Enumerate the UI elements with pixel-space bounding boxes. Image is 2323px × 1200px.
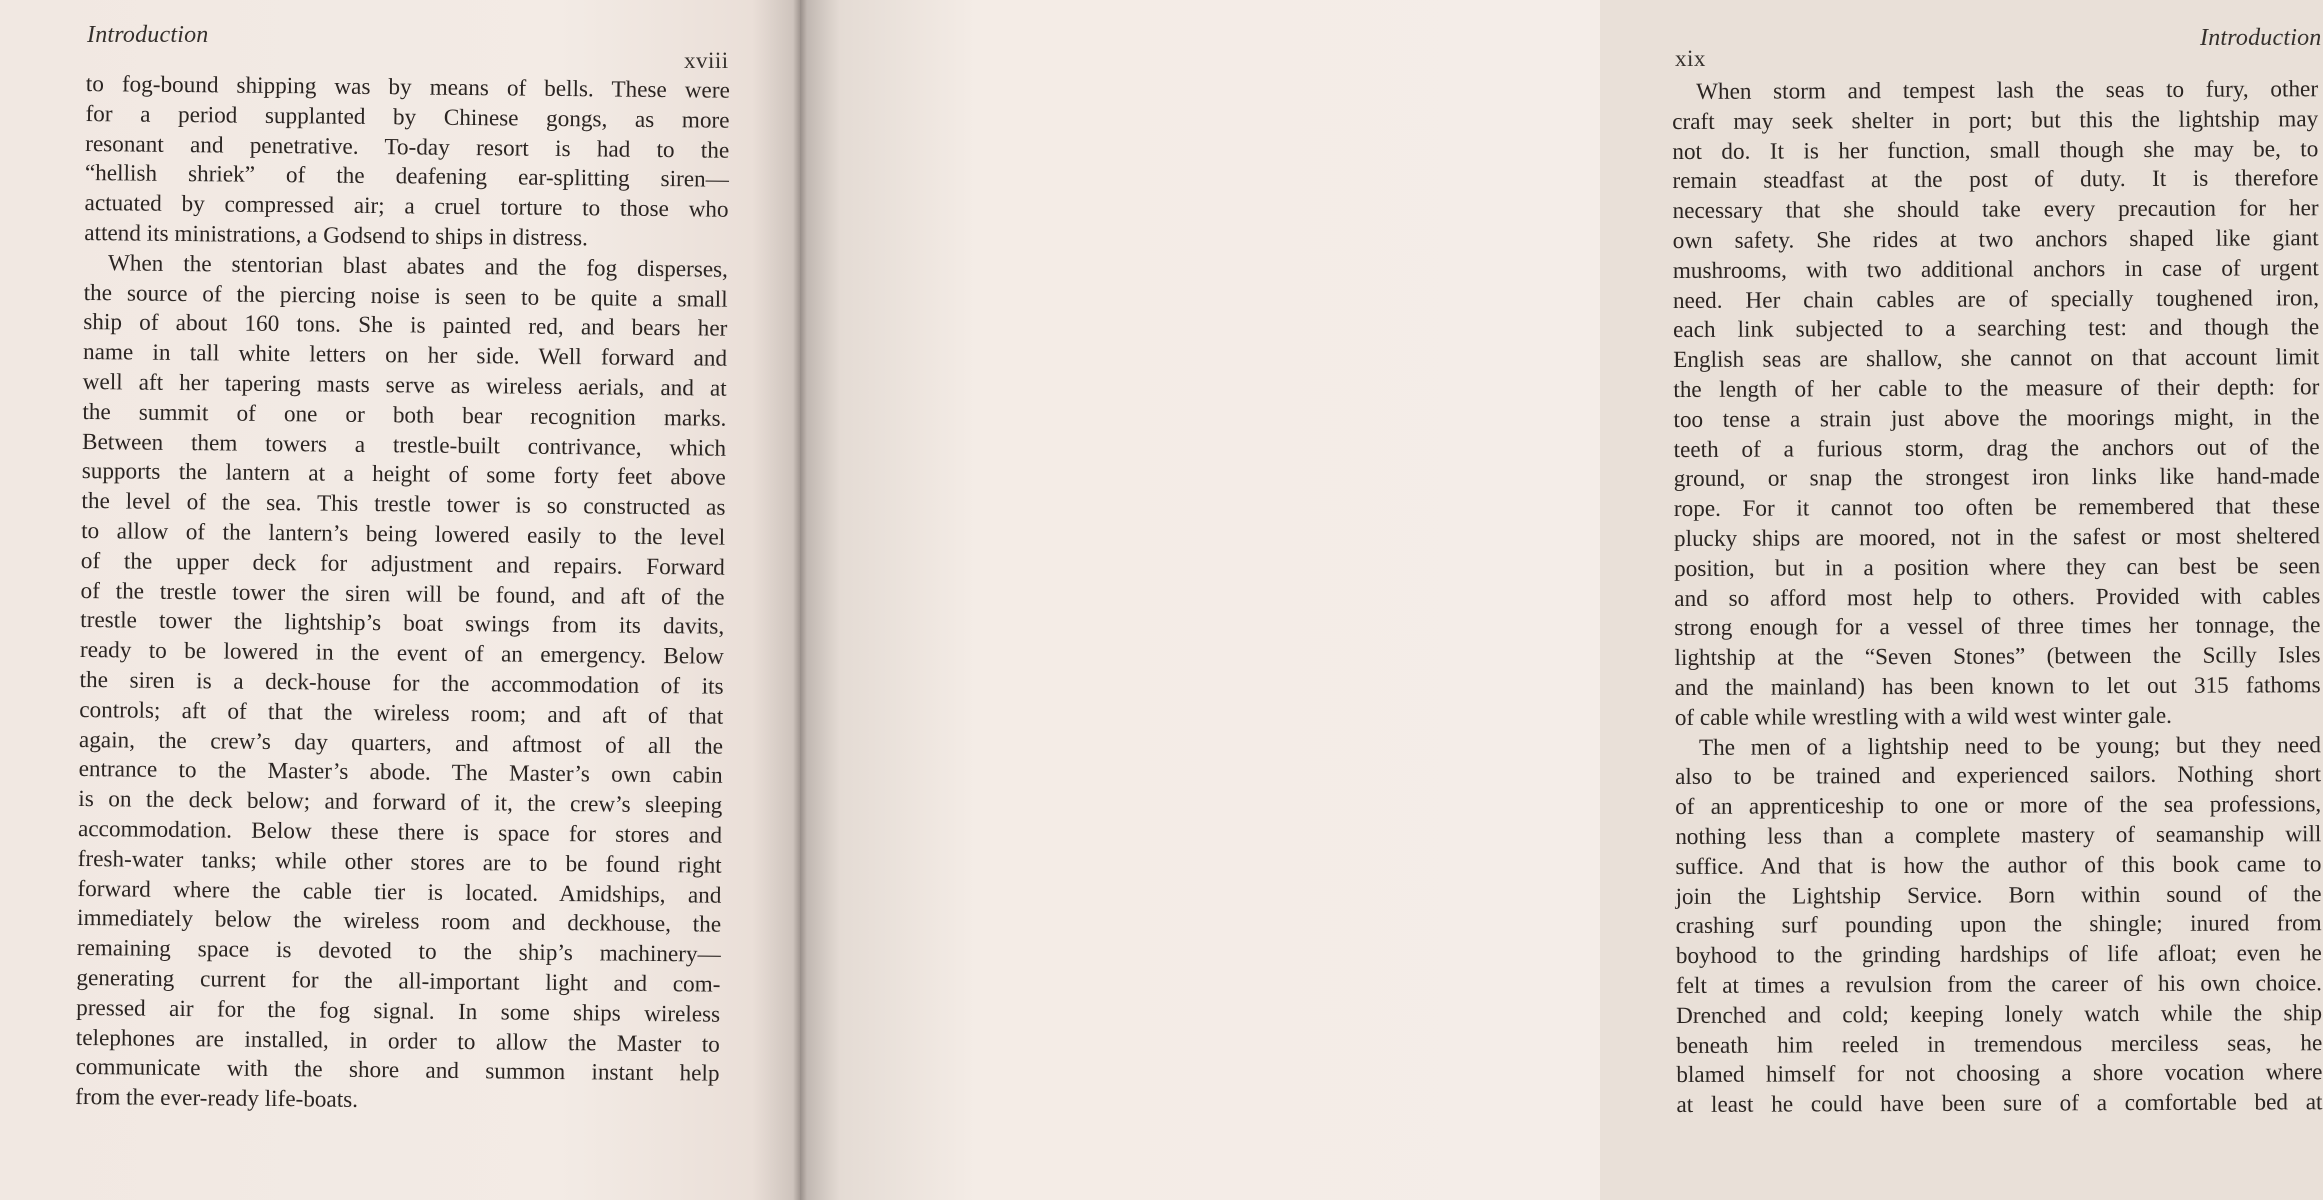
text-line: craft may seek shelter in port; but this the lightship may [1672, 105, 2319, 135]
text-line: to fog-bound shipping was by means of bells. These were [85, 70, 730, 104]
text-line: rope. For it cannot too often be remembered that these [1673, 493, 2320, 523]
text-line: the summit of one or both bear recognition marks. [82, 398, 727, 432]
text-line: English seas are shallow, she cannot on that account limit [1673, 344, 2320, 374]
text-line: ground, or snap the strongest iron links like hand-made [1673, 463, 2320, 493]
text-line: mushrooms, with two additional anchors in case of urgent [1672, 254, 2319, 284]
text-line: not do. It is her function, small though she may be, to [1672, 135, 2319, 165]
right-page-number: xix [1675, 46, 1706, 71]
left-running-head: Introduction [87, 22, 209, 48]
text-line: Between them towers a trestle-built contrivance, which [81, 428, 727, 462]
text-line: at least he could have been sure of a comfortable bed at [1676, 1089, 2323, 1119]
text-line: join the Lightship Service. Born within sound of the [1675, 880, 2322, 910]
text-line: strong enough for a vessel of three times her tonnage, the [1674, 612, 2321, 642]
text-line: need. Her chain cables are of specially toughened iron, [1672, 284, 2320, 314]
text-line: controls; aft of that the wireless room; and aft of that [79, 696, 724, 730]
text-line: When the stentorian blast abates and the fog disperses, [107, 250, 729, 283]
text-line: is on the deck below; and forward of it, the crew’s sleeping [78, 786, 723, 819]
text-line: actuated by compressed air; a cruel torture to those who [84, 190, 729, 223]
text-line: nothing less than a complete mastery of seamanship will [1675, 821, 2322, 850]
text-line: immediately below the wireless room and deckhouse, the [76, 905, 722, 939]
text-line: own safety. She rides at two anchors shaped like giant [1672, 225, 2319, 254]
text-line: the siren is a deck-house for the accommodation of its [79, 666, 724, 700]
text-line: too tense a strain just above the moorings might, in the [1673, 403, 2320, 433]
text-line: pressed air for the fog signal. In some ships wireless [76, 994, 721, 1028]
text-line: teeth of a furious storm, drag the anchors out of the [1673, 433, 2320, 463]
book-gutter [793, 0, 807, 1200]
text-line: forward where the cable tier is located. Amidships, and [77, 875, 722, 909]
text-line: necessary that she should take every precaution for her [1672, 195, 2319, 225]
text-line: trestle tower the lightship’s boat swings from its davits, [80, 607, 725, 641]
text-line: remaining space is devoted to the ship’s machinery— [76, 935, 721, 968]
text-line: telephones are installed, in order to allow the Master to [75, 1024, 720, 1058]
text-line: blamed himself for not choosing a shore vocation where [1676, 1059, 2323, 1089]
text-line: lightship at the “Seven Stones” (between the Scilly Isles [1674, 642, 2321, 672]
text-line: again, the crew’s day quarters, and aftmost of all the [78, 726, 724, 760]
text-line: plucky ships are moored, not in the safest or most sheltered [1673, 523, 2321, 552]
left-page [0, 0, 800, 1200]
left-body-text [75, 70, 730, 1120]
text-line: entrance to the Master’s abode. The Master’s own cabin [78, 756, 723, 790]
text-line: fresh-water tanks; while other stores are to be found right [77, 845, 722, 879]
text-line: ready to be lowered in the event of an emergency. Below [79, 637, 725, 670]
left-page-number: xviii [684, 48, 729, 73]
text-line: name in tall white letters on her side. Well forward and [82, 339, 728, 372]
right-page [800, 0, 2323, 1200]
text-line: and so afford most help to others. Provided with cables [1674, 582, 2321, 612]
text-line: and the mainland) has been known to let out 315 fathoms [1674, 672, 2321, 701]
text-line: supports the lantern at a height of some forty feet above [81, 458, 726, 492]
text-line: ship of about 160 tons. She is painted red, and bears her [83, 309, 728, 343]
text-line: When storm and tempest lash the seas to fury, other [1696, 76, 2319, 105]
text-line: The men of a lightship need to be young; but they need [1698, 731, 2321, 761]
text-line: attend its ministrations, a Godsend to ships in distress. [84, 219, 589, 252]
text-line: to allow of the lantern’s being lowered easily to the level [81, 517, 726, 551]
text-line: “hellish shriek” of the deafening ear-splitting siren— [84, 160, 730, 194]
text-line: of an apprenticeship to one or more of the sea professions, [1675, 791, 2322, 821]
text-line: of the trestle tower the siren will be found, and aft of the [80, 577, 725, 611]
text-line: communicate with the shore and summon instant help [75, 1054, 720, 1087]
text-line: resonant and penetrative. To-day resort is had to the [85, 130, 730, 164]
right-running-head: Introduction [2200, 25, 2322, 51]
text-line: boyhood to the grinding hardships of life afloat; even he [1675, 940, 2322, 970]
text-line: beneath him reeled in tremendous merciless seas, he [1676, 1029, 2323, 1059]
text-line: each link subjected to a searching test: and though the [1673, 314, 2320, 344]
text-line: the length of her cable to the measure of their depth: for [1673, 374, 2320, 403]
text-line: from the ever-ready life-boats. [75, 1084, 359, 1113]
text-line: well aft her tapering masts serve as wireless aerials, and at [82, 368, 727, 402]
text-line: of cable while wrestling with a wild west winter gale. [1674, 702, 2172, 731]
text-line: the source of the piercing noise is seen to be quite a small [83, 279, 728, 313]
text-line: felt at times a revulsion from the career of his own choice. [1675, 970, 2323, 999]
text-line: also to be trained and experienced sailors. Nothing short [1674, 761, 2322, 791]
text-line: suffice. And that is how the author of this book came to [1675, 850, 2322, 880]
text-line: Drenched and cold; keeping lonely watch while the ship [1676, 999, 2323, 1029]
text-line: accommodation. Below these there is space for stores and [77, 815, 723, 849]
text-line: crashing surf pounding upon the shingle; inured from [1675, 910, 2322, 940]
text-line: the level of the sea. This trestle tower is so constructed as [81, 488, 726, 521]
text-line: of the upper deck for adjustment and repairs. Forward [80, 547, 725, 581]
right-body-text [1672, 75, 2323, 1121]
text-line: position, but in a position where they can best be seen [1674, 552, 2321, 582]
text-line: for a period supplanted by Chinese gongs, as more [85, 100, 730, 134]
text-line: generating current for the all-important light and com- [76, 964, 721, 998]
text-line: remain steadfast at the post of duty. It is therefore [1672, 165, 2319, 195]
